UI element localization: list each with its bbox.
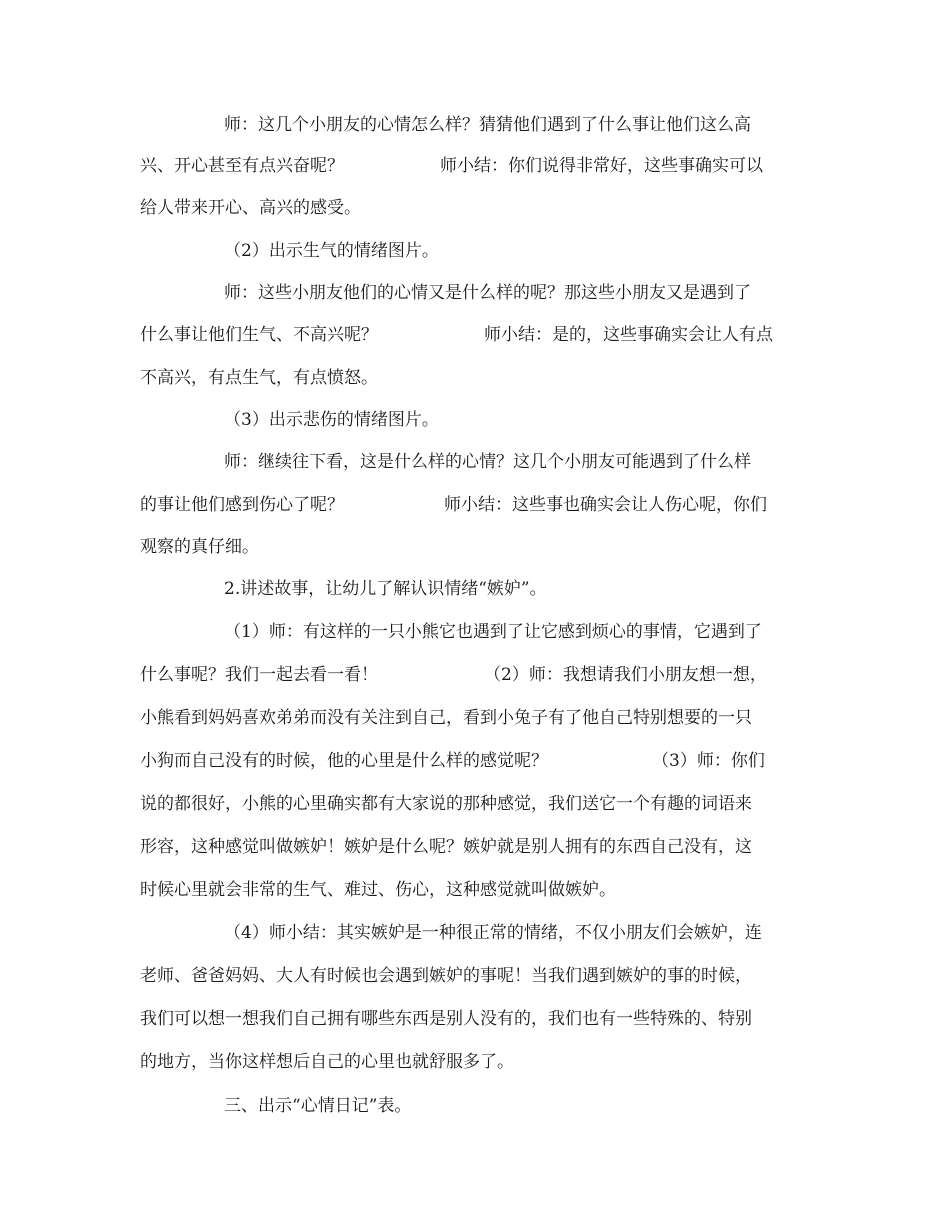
paragraph-text-line: （2）出示生气的情绪图片。 xyxy=(224,241,439,261)
paragraph-text-line xyxy=(140,320,820,350)
text-segment: 兴、开心甚至有点兴奋呢？ xyxy=(140,156,344,176)
paragraph-text-line: 给人带来开心、高兴的感受。 xyxy=(140,198,361,218)
text-segment: 小狗而自己没有的时候，他的心里是什么样的感觉呢？ xyxy=(140,751,548,771)
paragraph-text-line: （1）师：有这样的一只小熊它也遇到了让它感到烦心的事情，它遇到了 xyxy=(224,622,762,642)
paragraph-text-line: （4）师小结：其实嫉妒是一种很正常的情绪，不仅小朋友们会嫉妒，连 xyxy=(224,923,762,943)
paragraph-text-line: 说的都很好，小熊的心里确实都有大家说的那种感觉，我们送它一个有趣的词语来 xyxy=(140,794,752,814)
text-segment: 师小结：这些事也确实会让人伤心呢，你们 xyxy=(444,495,767,515)
paragraph-text-line: 老师、爸爸妈妈、大人有时候也会遇到嫉妒的事呢！当我们遇到嫉妒的事的时候， xyxy=(140,966,752,986)
text-segment: （2）师：我想请我们小朋友想一想， xyxy=(484,665,767,685)
paragraph-text-line: 小熊看到妈妈喜欢弟弟而没有关注到自己，看到小兔子有了他自己特别想要的一只 xyxy=(140,708,752,728)
text-segment: 的事让他们感到伤心了呢？ xyxy=(140,495,344,515)
text-segment: 什么事呢？我们一起去看一看！ xyxy=(140,665,378,685)
paragraph-text-line: 我们可以想一想我们自己拥有哪些东西是别人没有的，我们也有一些特殊的、特别 xyxy=(140,1009,752,1029)
paragraph-text-line: 观察的真仔细。 xyxy=(140,537,259,557)
paragraph-text-line: 的地方，当你这样想后自己的心里也就舒服多了。 xyxy=(140,1052,514,1072)
paragraph-text-line: 师：这些小朋友他们的心情又是什么样的呢？那这些小朋友又是遇到了 xyxy=(224,283,751,303)
paragraph-text-line: 形容，这种感觉叫做嫉妒！嫉妒是什么呢？嫉妒就是别人拥有的东西自己没有，这 xyxy=(140,837,752,857)
text-segment: 师小结：是的，这些事确实会让人有点 xyxy=(484,325,773,345)
text-segment: 师小结：你们说得非常好，这些事确实可以 xyxy=(440,156,763,176)
text-segment: 什么事让他们生气、不高兴呢？ xyxy=(140,325,378,345)
paragraph-text-line xyxy=(140,660,820,690)
section-heading: 三、出示“心情日记”表。 xyxy=(224,1096,412,1116)
paragraph-text-line: 师：继续往下看，这是什么样的心情？这几个小朋友可能遇到了什么样 xyxy=(224,452,751,472)
paragraph-text-line: 师：这几个小朋友的心情怎么样？猜猜他们遇到了什么事让他们这么高 xyxy=(224,115,751,135)
paragraph-text-line xyxy=(140,151,820,181)
paragraph-text-line: 时候心里就会非常的生气、难过、伤心，这种感觉就叫做嫉妒。 xyxy=(140,880,616,900)
paragraph-text-line: 不高兴，有点生气，有点愤怒。 xyxy=(140,368,378,388)
paragraph-text-line: 2.讲述故事，让幼儿了解认识情绪“嫉妒”。 xyxy=(224,579,547,599)
paragraph-text-line: （3）出示悲伤的情绪图片。 xyxy=(224,410,439,430)
paragraph-text-line xyxy=(140,490,820,520)
paragraph-text-line xyxy=(140,746,820,776)
text-segment: （3）师：你们 xyxy=(652,751,765,771)
